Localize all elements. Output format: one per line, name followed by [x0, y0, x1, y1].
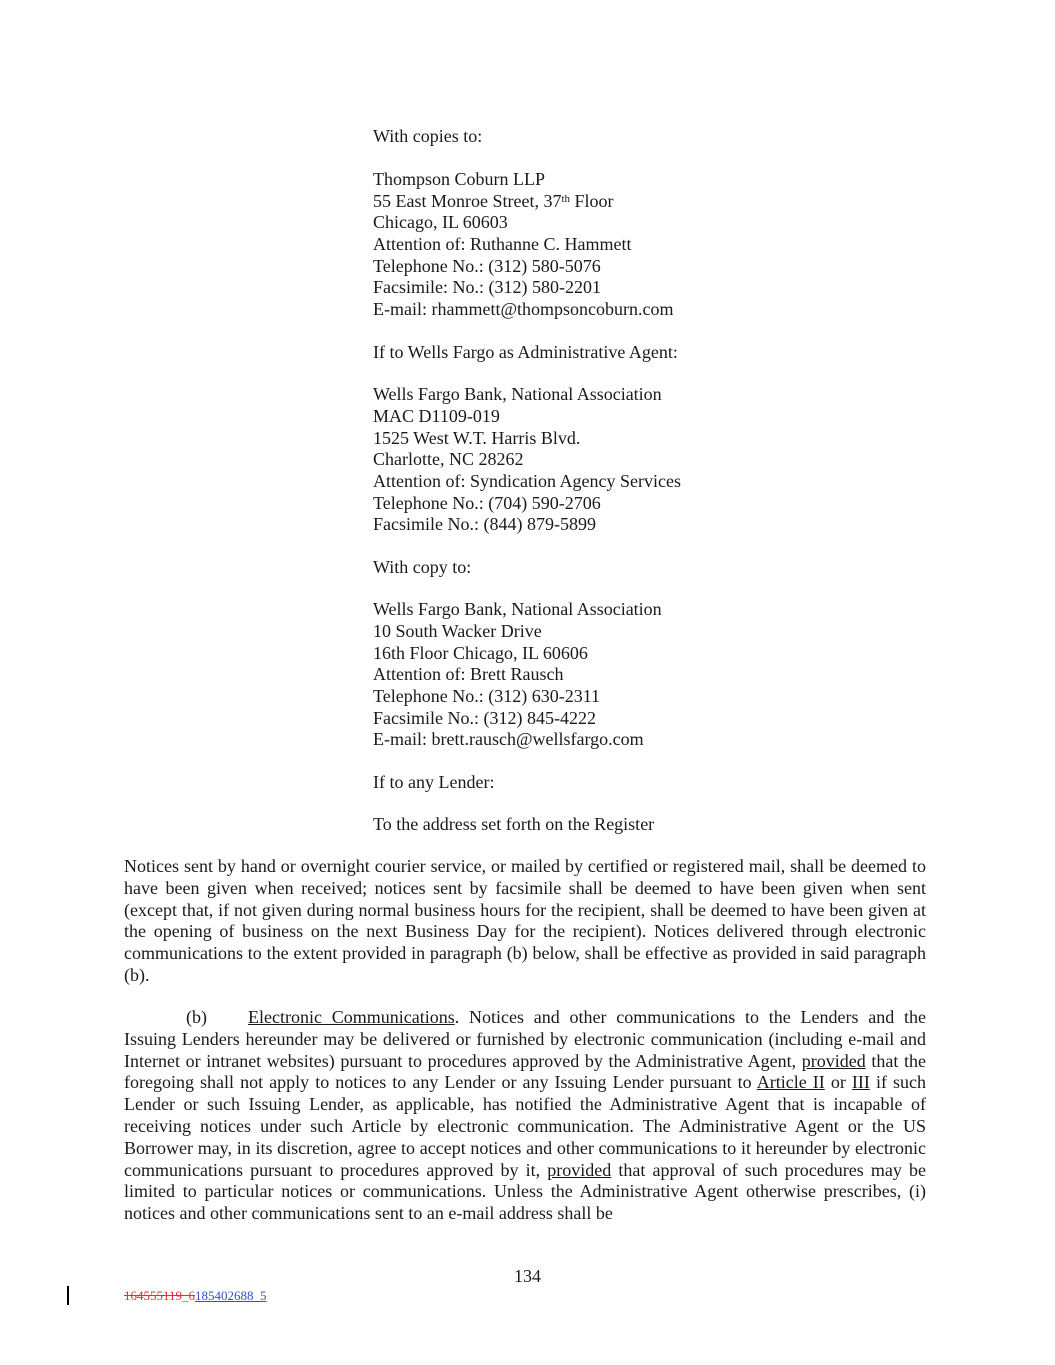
copy-phone: Telephone No.: (312) 630-2311 — [373, 686, 601, 706]
copies-heading: With copies to: — [373, 126, 483, 146]
notices-paragraph: Notices sent by hand or overnight courier service, or mailed by certified or registered mail, shall be deemed to have been given when received; notices sent by facsimile shall be deemed to have been given when sent (except that, if not given during normal business hours for the recipient, shall be deemed to have been given at the opening of business on the next Business Day for the recipient). Notices delivered through electronic communications to the extent provided in paragraph (b) below, shall be effective as provided in said paragraph (b). — [124, 856, 926, 985]
document-id — [124, 1288, 267, 1304]
copy-email: E-mail: brett.rausch@wellsfargo.com — [373, 729, 644, 749]
admin-agent-street: 1525 West W.T. Harris Blvd. — [373, 428, 581, 448]
copy-heading: With copy to: — [373, 557, 472, 577]
document-id-inserted: 185402688_5 — [195, 1288, 267, 1303]
copies-fax: Facsimile: No.: (312) 580-2201 — [373, 277, 601, 297]
copy-city: 16th Floor Chicago, IL 60606 — [373, 643, 588, 663]
copy-fax: Facsimile No.: (312) 845-4222 — [373, 708, 596, 728]
copies-city: Chicago, IL 60603 — [373, 212, 508, 232]
provided-term: provided — [801, 1050, 866, 1071]
article-ii-reference: Article II — [756, 1072, 825, 1093]
copies-phone: Telephone No.: (312) 580-5076 — [373, 256, 601, 276]
section-b-paragraph: (b) Electronic Communications. Notices and other communications to the Lenders and the Issuing Lenders hereunder may be delivered or furnished by electronic communication (including e-mail and Internet or intranet websites) pursuant to procedures approved by the Administrative Agent, provided that the foregoing shall not apply to notices to any Lender or any Issuing Lender pursuant to Article II or III if such Lender or such Issuing Lender, as applicable, has notified the Administrative Agent that is incapable of receiving notices under such Article by electronic communication. The Administrative Agent or the US Borrower may, in its discretion, agree to accept notices and other communications to it hereunder by electronic communications pursuant to procedures approved by it, provided that approval of such procedures may be limited to particular notices or communications. Unless the Administrative Agent otherwise prescribes, (i) notices and other communications sent to an e-mail address shall be — [124, 1007, 926, 1224]
article-iii-reference: III — [851, 1072, 870, 1093]
admin-agent-fax: Facsimile No.: (844) 879-5899 — [373, 514, 596, 534]
admin-agent-phone: Telephone No.: (704) 590-2706 — [373, 493, 601, 513]
admin-agent-heading: If to Wells Fargo as Administrative Agent: — [373, 342, 678, 362]
change-bar — [67, 1286, 69, 1305]
copies-street: 55 East Monroe Street, 37th Floor — [373, 191, 614, 211]
copy-street: 10 South Wacker Drive — [373, 621, 542, 641]
lender-address: To the address set forth on the Register — [373, 814, 655, 834]
admin-agent-attention: Attention of: Syndication Agency Services — [373, 471, 681, 491]
copy-attention: Attention of: Brett Rausch — [373, 664, 564, 684]
copies-attention: Attention of: Ruthanne C. Hammett — [373, 234, 632, 254]
admin-agent-name: Wells Fargo Bank, National Association — [373, 384, 662, 404]
page-number: 134 — [514, 1266, 541, 1286]
section-b-label: (b) — [186, 1007, 207, 1027]
copies-email: E-mail: rhammett@thompsoncoburn.com — [373, 299, 674, 319]
admin-agent-mac: MAC D1109-019 — [373, 406, 500, 426]
lender-heading: If to any Lender: — [373, 772, 495, 792]
section-b-title: Electronic Communications — [248, 1007, 455, 1027]
document-id-deleted: 164555119_6 — [124, 1288, 196, 1303]
provided-term: provided — [547, 1159, 612, 1180]
copy-name: Wells Fargo Bank, National Association — [373, 599, 662, 619]
copies-name: Thompson Coburn LLP — [373, 169, 546, 189]
admin-agent-city: Charlotte, NC 28262 — [373, 449, 524, 469]
